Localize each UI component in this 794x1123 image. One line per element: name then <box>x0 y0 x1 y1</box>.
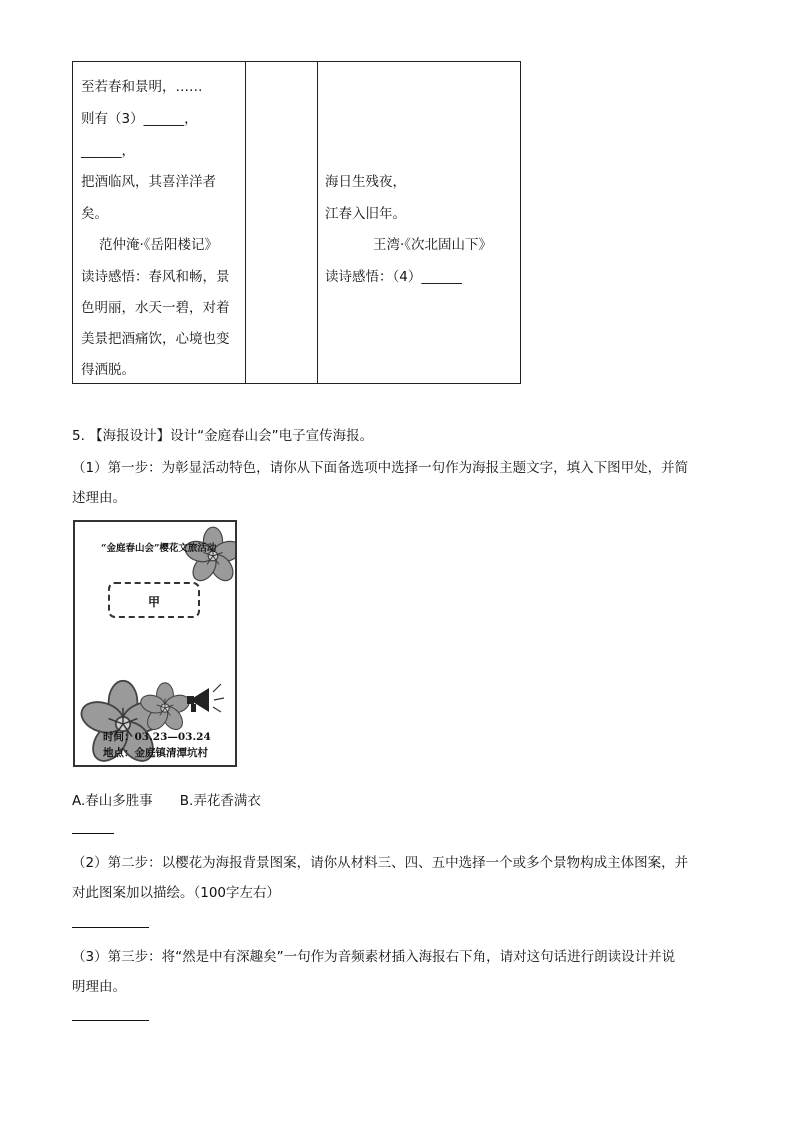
poem-table <box>72 61 521 384</box>
col1-line: 至若春和景明，…… <box>81 79 203 95</box>
poster-image <box>73 520 237 767</box>
col3-author: 王湾·《次北固山下》 <box>373 237 493 253</box>
table-divider <box>245 62 246 383</box>
poster-time: 时间：03.23—03.24 <box>103 731 211 743</box>
poster-title: “金庭春山会”樱花文旅活动 <box>101 543 217 554</box>
step3-text: （3）第三步：将“然是中有深趣矣”一句作为音频素材插入海报右下角，请对这句话进行朗读设计并说 <box>72 949 676 965</box>
col3-line: 江春入旧年。 <box>325 206 406 222</box>
col1-line: 色明丽，水天一碧，对着 <box>81 300 230 316</box>
col1-line: 得洒脱。 <box>81 362 135 378</box>
col1-line: 读诗感悟：春风和畅，景 <box>81 269 230 285</box>
answer-blank <box>72 833 114 834</box>
col3-line: 海日生残夜， <box>325 174 406 190</box>
col1-line: 把酒临风，其喜洋洋者 <box>81 174 216 190</box>
question-title: 5. 【海报设计】设计“金庭春山会”电子宣传海报。 <box>72 428 374 444</box>
options-text: A.春山多胜事 B.弄花香满衣 <box>72 793 261 809</box>
col1-line: ______， <box>81 143 135 159</box>
step2-text: 对此图案加以描绘。（100字左右） <box>72 885 281 901</box>
col3-line: 读诗感悟：（4）______ <box>325 269 462 285</box>
col1-author: 范仲淹·《岳阳楼记》 <box>99 237 219 253</box>
poster-place: 地点：金庭镇清潭坑村 <box>103 747 208 759</box>
placeholder-label: 甲 <box>147 595 160 609</box>
step1-text: 述理由。 <box>72 490 126 506</box>
answer-blank <box>72 1020 149 1021</box>
step1-text: （1）第一步：为彰显活动特色，请你从下面备选项中选择一句作为海报主题文字，填入下图甲处，并简 <box>72 460 689 476</box>
theme-placeholder <box>108 582 200 618</box>
step2-text: （2）第二步：以樱花为海报背景图案，请你从材料三、四、五中选择一个或多个景物构成主体图案，并 <box>72 855 689 871</box>
answer-blank <box>72 927 149 928</box>
col1-line: 则有（3）______， <box>81 111 198 127</box>
col1-line: 美景把酒痛饮，心境也变 <box>81 331 230 347</box>
step3-text: 明理由。 <box>72 979 126 995</box>
col1-line: 矣。 <box>81 206 108 222</box>
table-divider <box>317 62 318 383</box>
